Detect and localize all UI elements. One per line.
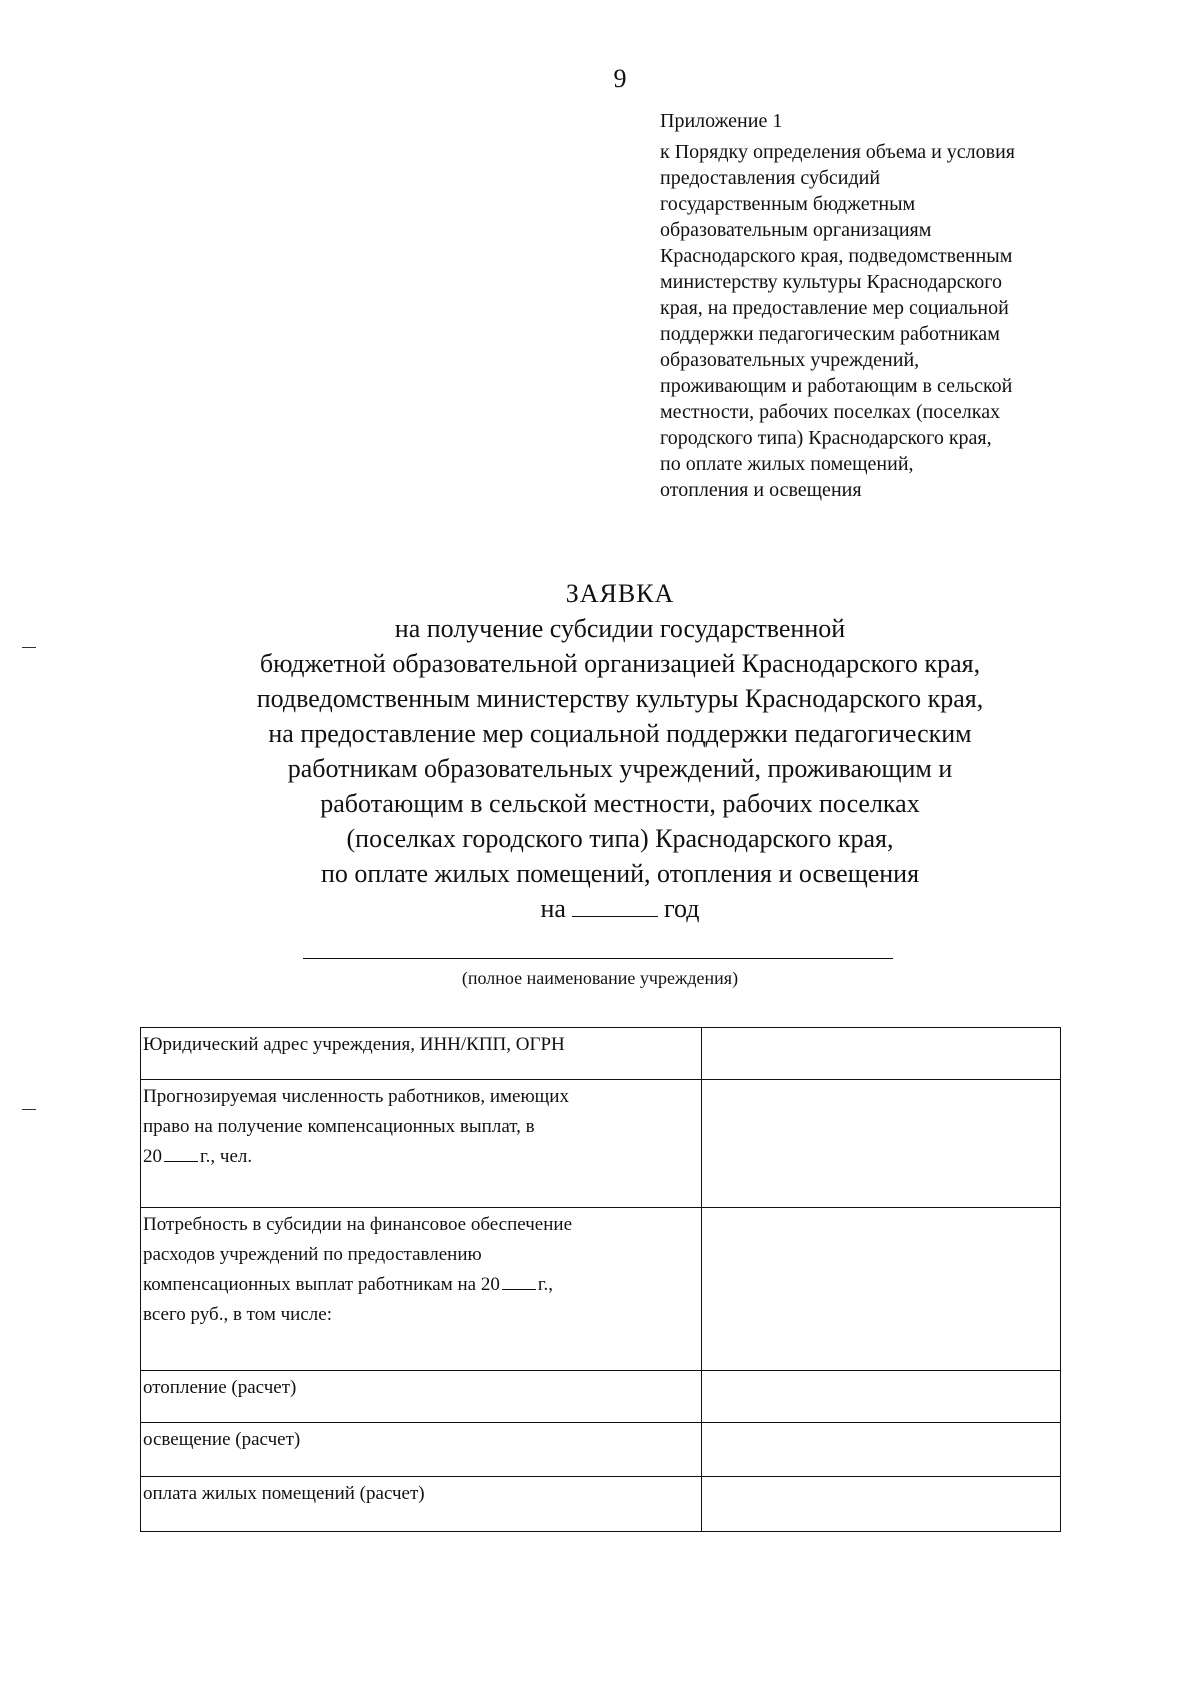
value-subsidy-need[interactable] xyxy=(702,1208,1061,1371)
document-heading xyxy=(0,576,1200,926)
appendix-line: министерству культуры Краснодарского xyxy=(660,271,1003,293)
margin-mark xyxy=(22,1109,36,1110)
year-prefix: на xyxy=(540,894,566,923)
staff-line-2: право на получение компенсационных выплат, в xyxy=(143,1116,535,1137)
need-line-3 xyxy=(143,1270,695,1300)
table-row xyxy=(141,1080,1061,1208)
value-address[interactable] xyxy=(702,1028,1061,1080)
table-row xyxy=(141,1208,1061,1371)
staff-year-suffix: г., чел. xyxy=(200,1146,253,1167)
appendix-title: Приложение 1 xyxy=(660,110,783,132)
appendix-line: Краснодарского края, подведомственным xyxy=(660,245,1013,267)
page-number: 9 xyxy=(613,64,627,93)
heading-line: работникам образовательных учреждений, проживающим и xyxy=(287,754,953,783)
value-housing[interactable] xyxy=(702,1477,1061,1532)
document-title: ЗАЯВКА xyxy=(565,579,675,608)
appendix-line: отопления и освещения xyxy=(660,479,862,501)
table-row xyxy=(141,1028,1061,1080)
appendix-line: к Порядку определения объема и условия xyxy=(660,141,1015,163)
staff-year-prefix: 20 xyxy=(143,1146,162,1167)
staff-line-3 xyxy=(143,1142,695,1172)
label-lighting: освещение (расчет) xyxy=(141,1423,702,1477)
heading-line: бюджетной образовательной организацией Краснодарского края, xyxy=(259,649,981,678)
value-staff-count[interactable] xyxy=(702,1080,1061,1208)
table-row xyxy=(141,1423,1061,1477)
appendix-line: городского типа) Краснодарского края, xyxy=(660,427,992,449)
table-row xyxy=(141,1371,1061,1423)
heading-line: подведомственным министерству культуры Краснодарского края, xyxy=(256,684,984,713)
label-address: Юридический адрес учреждения, ИНН/КПП, ОГРН xyxy=(141,1028,702,1080)
need-line-4: всего руб., в том числе: xyxy=(143,1304,332,1325)
label-staff-count xyxy=(141,1080,702,1208)
table-row xyxy=(141,1477,1061,1532)
institution-name-caption: (полное наименование учреждения) xyxy=(461,968,739,988)
need-year-prefix: компенсационных выплат работникам на 20 xyxy=(143,1274,500,1295)
appendix-block xyxy=(660,108,1120,503)
need-line-2: расходов учреждений по предоставлению xyxy=(143,1244,482,1265)
need-line-1: Потребность в субсидии на финансовое обеспечение xyxy=(143,1214,573,1235)
institution-name-field[interactable] xyxy=(303,958,893,959)
appendix-line: предоставления субсидий xyxy=(660,167,881,189)
staff-line-1: Прогнозируемая численность работников, имеющих xyxy=(143,1086,569,1107)
application-table xyxy=(140,1027,1061,1532)
appendix-line: по оплате жилых помещений, xyxy=(660,453,914,475)
appendix-line: проживающим и работающим в сельской xyxy=(660,375,1013,397)
appendix-line: края, на предоставление мер социальной xyxy=(660,297,1009,319)
heading-line: на получение субсидии государственной xyxy=(394,614,846,643)
value-lighting[interactable] xyxy=(702,1423,1061,1477)
label-subsidy-need xyxy=(141,1208,702,1371)
heading-line: (поселках городского типа) Краснодарского края, xyxy=(346,824,894,853)
appendix-line: образовательным организациям xyxy=(660,219,932,241)
appendix-line: поддержки педагогическим работникам xyxy=(660,323,1000,345)
need-year-blank[interactable] xyxy=(502,1271,536,1290)
appendix-line: местности, рабочих поселках (поселках xyxy=(660,401,1001,423)
appendix-line: государственным бюджетным xyxy=(660,193,916,215)
heading-line: работающим в сельской местности, рабочих поселках xyxy=(320,789,920,818)
label-heating: отопление (расчет) xyxy=(141,1371,702,1423)
heading-line: по оплате жилых помещений, отопления и освещения xyxy=(320,859,920,888)
year-suffix: год xyxy=(663,894,700,923)
need-year-suffix: г., xyxy=(537,1274,554,1295)
label-housing: оплата жилых помещений (расчет) xyxy=(141,1477,702,1532)
value-heating[interactable] xyxy=(702,1371,1061,1423)
year-blank-field[interactable] xyxy=(572,894,658,917)
appendix-line: образовательных учреждений, xyxy=(660,349,920,371)
year-line xyxy=(0,891,1200,926)
heading-line: на предоставление мер социальной поддержки педагогическим xyxy=(268,719,972,748)
staff-year-blank[interactable] xyxy=(164,1143,198,1162)
